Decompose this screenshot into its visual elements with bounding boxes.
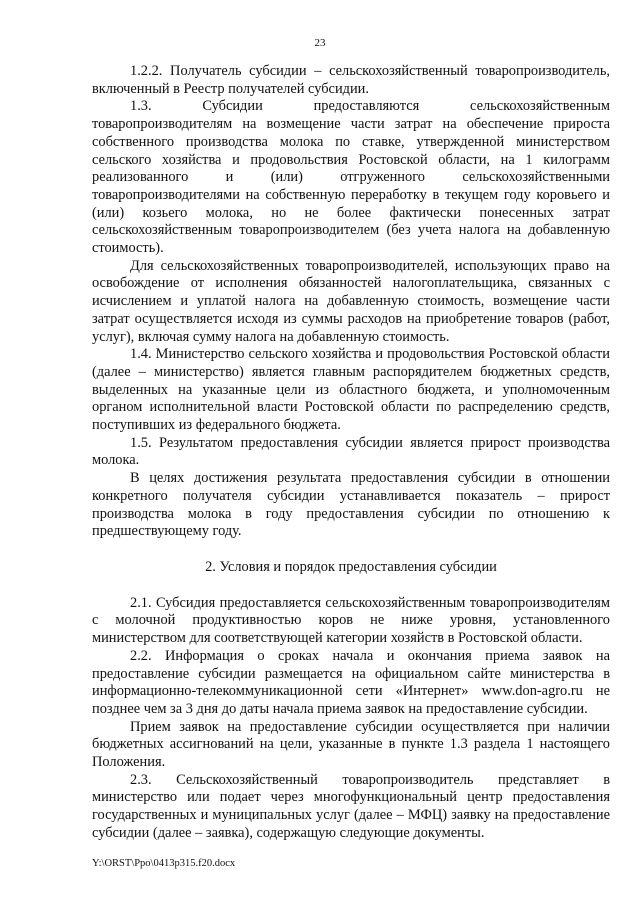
paragraph-1-3: 1.3. Субсидии предоставляются сельскохозяйственным товаропроизводителям на возмещение части затрат на обеспечение прироста собственного производства молока по ставке, утвержденной министерством сельского хозяйства и продовольствия Ростовской области, на 1 килограмм реализованного и (или) отгруженного сельскохозяйственными товаропроизводителями на собственную переработку в текущем году коровьего и (или) козьего молока, но не более фактически понесенных затрат сельскохозяйственным товаропроизводителем (без учета налога на добавленную стоимость). (92, 98, 610, 257)
paragraph-result-indicator: В целях достижения результата предоставления субсидии в отношении конкретного получателя субсидии устанавливается показатель – прирост производства молока в году предоставления субсидии по отношению к предшествующему году. (92, 470, 610, 540)
paragraph-2-2: 2.2. Информация о сроках начала и окончания приема заявок на предоставление субсидии размещается на официальном сайте министерства в информационно-телекоммуникационной сети «Интернет» www.don-agro.ru не позднее чем за 3 дня до даты начала приема заявок на предоставление субсидии. (92, 647, 610, 717)
document-body (92, 63, 610, 843)
footer-file-path: Y:\ORST\Ppo\0413p315.f20.docx (92, 858, 236, 869)
paragraph-vat-exemption: Для сельскохозяйственных товаропроизводителей, использующих право на освобождение от исполнения обязанностей налогоплательщика, связанных с исчислением и уплатой налога на добавленную стоимость, возмещение части затрат осуществляется исходя из суммы расходов на приобретение товаров (работ, услуг), включая сумму налога на добавленную стоимость. (92, 257, 610, 345)
section-title: 2. Условия и порядок предоставления субсидии (205, 558, 497, 575)
paragraph-1-2-2: 1.2.2. Получатель субсидии – сельскохозяйственный товаропроизводитель, включенный в Реестр получателей субсидии. (92, 63, 610, 97)
paragraph-2-1: 2.1. Субсидия предоставляется сельскохозяйственным товаропроизводителям с молочной продуктивностью коров не ниже уровня, установленного министерством для соответствующей категории хозяйств в Ростовской области. (92, 594, 610, 647)
paragraph-1-4: 1.4. Министерство сельского хозяйства и продовольствия Ростовской области (далее – министерство) является главным распорядителем бюджетных средств, выделенных на указанные цели из областного бюджета, и уполномоченным органом исполнительной власти Ростовской области по распределению средств, поступивших из федерального бюджета. (92, 346, 610, 434)
paragraph-1-5: 1.5. Результатом предоставления субсидии является прирост производства молока. (92, 434, 610, 469)
page-number: 23 (314, 37, 326, 49)
paragraph-applications: Прием заявок на предоставление субсидии осуществляется при наличии бюджетных ассигнований на цели, указанные в пункте 1.3 раздела 1 настоящего Положения. (92, 718, 610, 771)
paragraph-2-3: 2.3. Сельскохозяйственный товаропроизводитель представляет в министерство или подает через многофункциональный центр предоставления государственных и муниципальных услуг (далее – МФЦ) заявку на предоставление субсидии (далее – заявка), содержащую следующие документы. (92, 771, 610, 841)
